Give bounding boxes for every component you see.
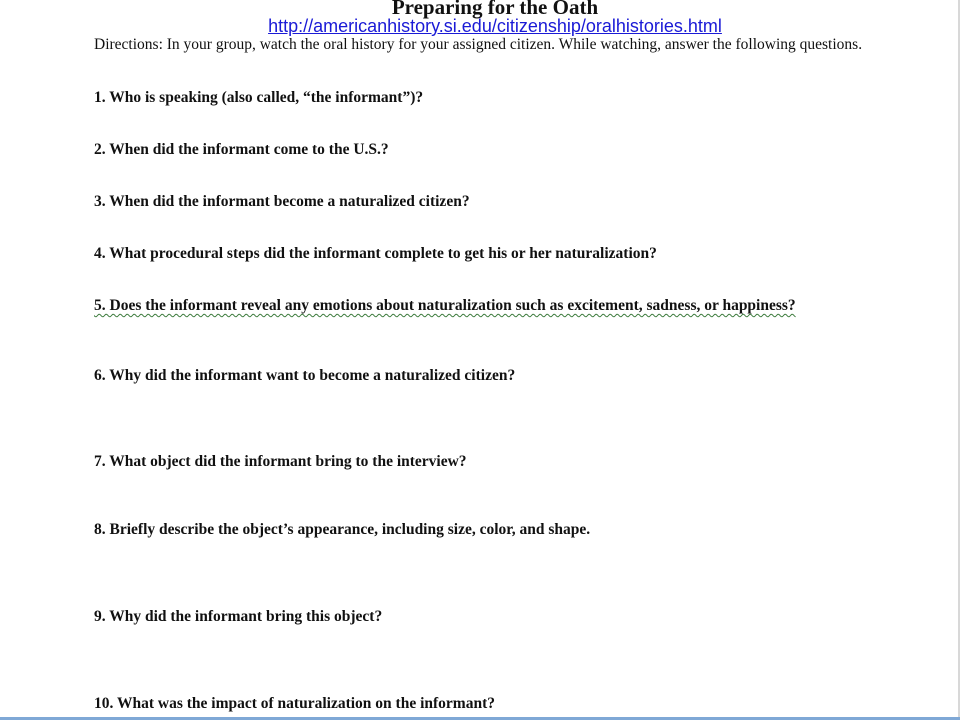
question-8: 8. Briefly describe the object’s appearance, including size, color, and shape. bbox=[94, 521, 591, 538]
question-4: 4. What procedural steps did the informant complete to get his or her naturalization? bbox=[94, 245, 657, 262]
question-1: 1. Who is speaking (also called, “the informant”)? bbox=[94, 89, 424, 106]
resource-link[interactable]: http://americanhistory.si.edu/citizenship/oralhistories.html bbox=[268, 16, 722, 36]
question-5-text: 5. Does the informant reveal any emotions about naturalization such as excitement, sadness, or happiness? bbox=[94, 297, 796, 314]
question-7: 7. What object did the informant bring to the interview? bbox=[94, 453, 467, 470]
question-9: 9. Why did the informant bring this object? bbox=[94, 608, 383, 625]
question-5 bbox=[94, 297, 894, 315]
question-6: 6. Why did the informant want to become a naturalized citizen? bbox=[94, 367, 516, 384]
question-2: 2. When did the informant come to the U.S.? bbox=[94, 141, 389, 158]
question-3: 3. When did the informant become a naturalized citizen? bbox=[94, 193, 470, 210]
directions-text: Directions: In your group, watch the oral history for your assigned citizen. While watching, answer the following questions. bbox=[94, 36, 863, 53]
question-10: 10. What was the impact of naturalization on the informant? bbox=[94, 695, 495, 712]
page-title: Preparing for the Oath bbox=[391, 0, 599, 19]
